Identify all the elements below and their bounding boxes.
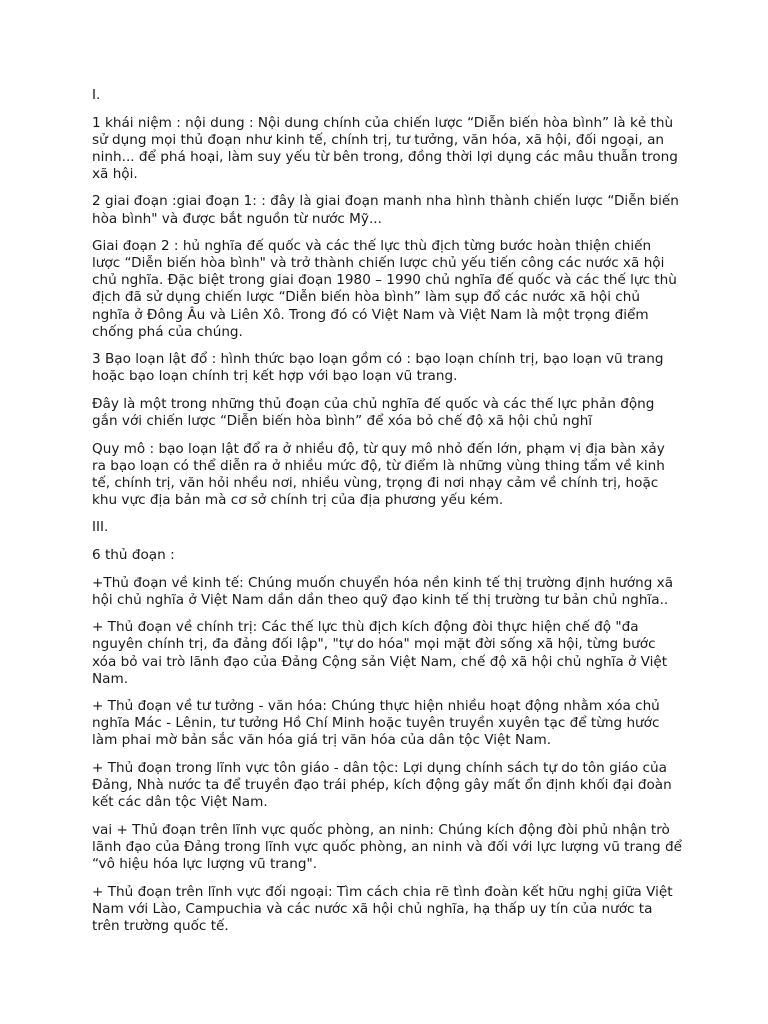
document-body — [92, 87, 682, 945]
paragraph-riot-scale: Quy mô : bạo loạn lật đổ ra ở nhiều độ, từ quy mô nhỏ đến lớn, phạm vị địa bàn xảy ra bạo loạn có thể diễn ra ở nhiều mức độ, từ điểm là những vùng thing tẩm về kinh tế, chính trị, văn hỏi nhều nơi, nhiều vùng, trọng đi nơi nhạy cảm về chính trị, hoặc khu vực địa bản mà cơ sở chính trị của địa phương yếu kém. — [92, 440, 665, 508]
paragraph-tactic-foreign-affairs: + Thủ đoạn trên lĩnh vực đối ngoại: Tìm cách chia rẽ tình đoàn kết hữu nghị giữa Việt Nam với Lào, Campuchia và các nước xã hội chủ nghĩa, hạ thấp uy tín của nước ta trên trường quốc tế. — [92, 883, 673, 934]
section-heading-3: III. — [92, 519, 109, 536]
paragraph-tactic-politics: + Thủ đoạn về chính trị: Các thế lực thù địch kích động đòi thực hiện chế độ "đa nguyên chính trị, đa đảng đối lập", "tự do hóa" mọi mặt đời sống xã hội, từng bước xóa bỏ vai trò lãnh đạo của Đảng Cộng sản Việt Nam, chế độ xã hội chủ nghĩa ở Việt Nam. — [92, 619, 668, 687]
section-heading-1: I. — [92, 87, 101, 103]
paragraph-six-tactics: 6 thủ đoạn : — [92, 547, 175, 564]
paragraph-tactic-ideology-culture: + Thủ đoạn về tư tưởng - văn hóa: Chúng thực hiện nhiều hoạt động nhằm xóa chủ nghĩa Mác - Lênin, tư tưởng Hồ Chí Minh hoặc tuyên truyền xuyên tạc để từng hước làm phai mờ bản sắc văn hóa giá trị văn hóa của dân tộc Việt Nam. — [92, 698, 660, 749]
paragraph-stage-2: Giai đoạn 2 : hủ nghĩa đế quốc và các thế lực thù địch từng bước hoàn thiện chiến lược “Diễn biến hòa bình" và trở thành chiến lược chủ yếu tiến công các nước xã hội chủ nghĩa. Đặc biệt trong giai đoạn 1980 – 1990 chủ nghĩa đế quốc và các thế lực thù địch đã sử dụng chiến lược “Diễn biến hòa bình” làm sụp đổ các nước xã hội chủ nghĩa ở Đông Âu và Liên Xô. Trong đó có Việt Nam và Việt Nam là một trọng điểm chống phá của chúng. — [92, 238, 677, 340]
paragraph-stage-1: 2 giai đoạn :giai đoạn 1: : đây là giai đoạn manh nha hình thành chiến lược “Diễn biến hòa bình" và được bắt nguồn từ nước Mỹ... — [92, 193, 679, 227]
paragraph-riot-forms: 3 Bạo loạn lật đổ : hình thức bạo loạn gồm có : bạo loạn chính trị, bạo loạn vũ trang hoặc bạo loạn chính trị kết hợp với bạo loạn vũ trang. — [92, 351, 664, 385]
paragraph-tactic-religion-ethnicity: + Thủ đoạn trong lĩnh vực tôn giáo - dân tộc: Lợi dụng chính sách tự do tôn giáo của Đảng, Nhà nước ta để truyền đạo trái phép, kích động gây mất ổn định khối đại đoàn kết các dân tộc Việt Nam. — [92, 760, 672, 811]
paragraph-tactic-defense-security: vai + Thủ đoạn trên lĩnh vực quốc phòng, an ninh: Chúng kích động đòi phủ nhận trò lãnh đạo của Đảng trong lĩnh vực quốc phòng, an ninh và đối với lực lượng vũ trang để “vô hiệu hóa lực lượng vũ trang". — [92, 821, 682, 872]
paragraph-tactic-economy: +Thủ đoạn về kinh tế: Chúng muốn chuyển hóa nền kinh tế thị trường định hướng xã hội chủ nghĩa ở Việt Nam dần dần theo quỹ đạo kinh tế thị trường tư bản chủ nghĩa.. — [92, 574, 674, 608]
paragraph-concept: 1 khái niệm : nội dung : Nội dung chính của chiến lược “Diễn biến hòa bình” là kẻ thù sử dụng mọi thủ đoạn như kinh tế, chính trị, tư tưởng, văn hóa, xã hội, đối ngoại, an ninh... để phá hoại, làm suy yếu từ bên trong, đồng thời lợi dụng các mâu thuẫn trong xã hội. — [92, 114, 678, 182]
paragraph-riot-purpose: Đây là một trong những thủ đoạn của chủ nghĩa đế quốc và các thế lực phản động gắn với chiến lược “Diễn biến hòa bình” để xóa bỏ chế độ xã hội chủ nghĩ — [92, 395, 655, 429]
